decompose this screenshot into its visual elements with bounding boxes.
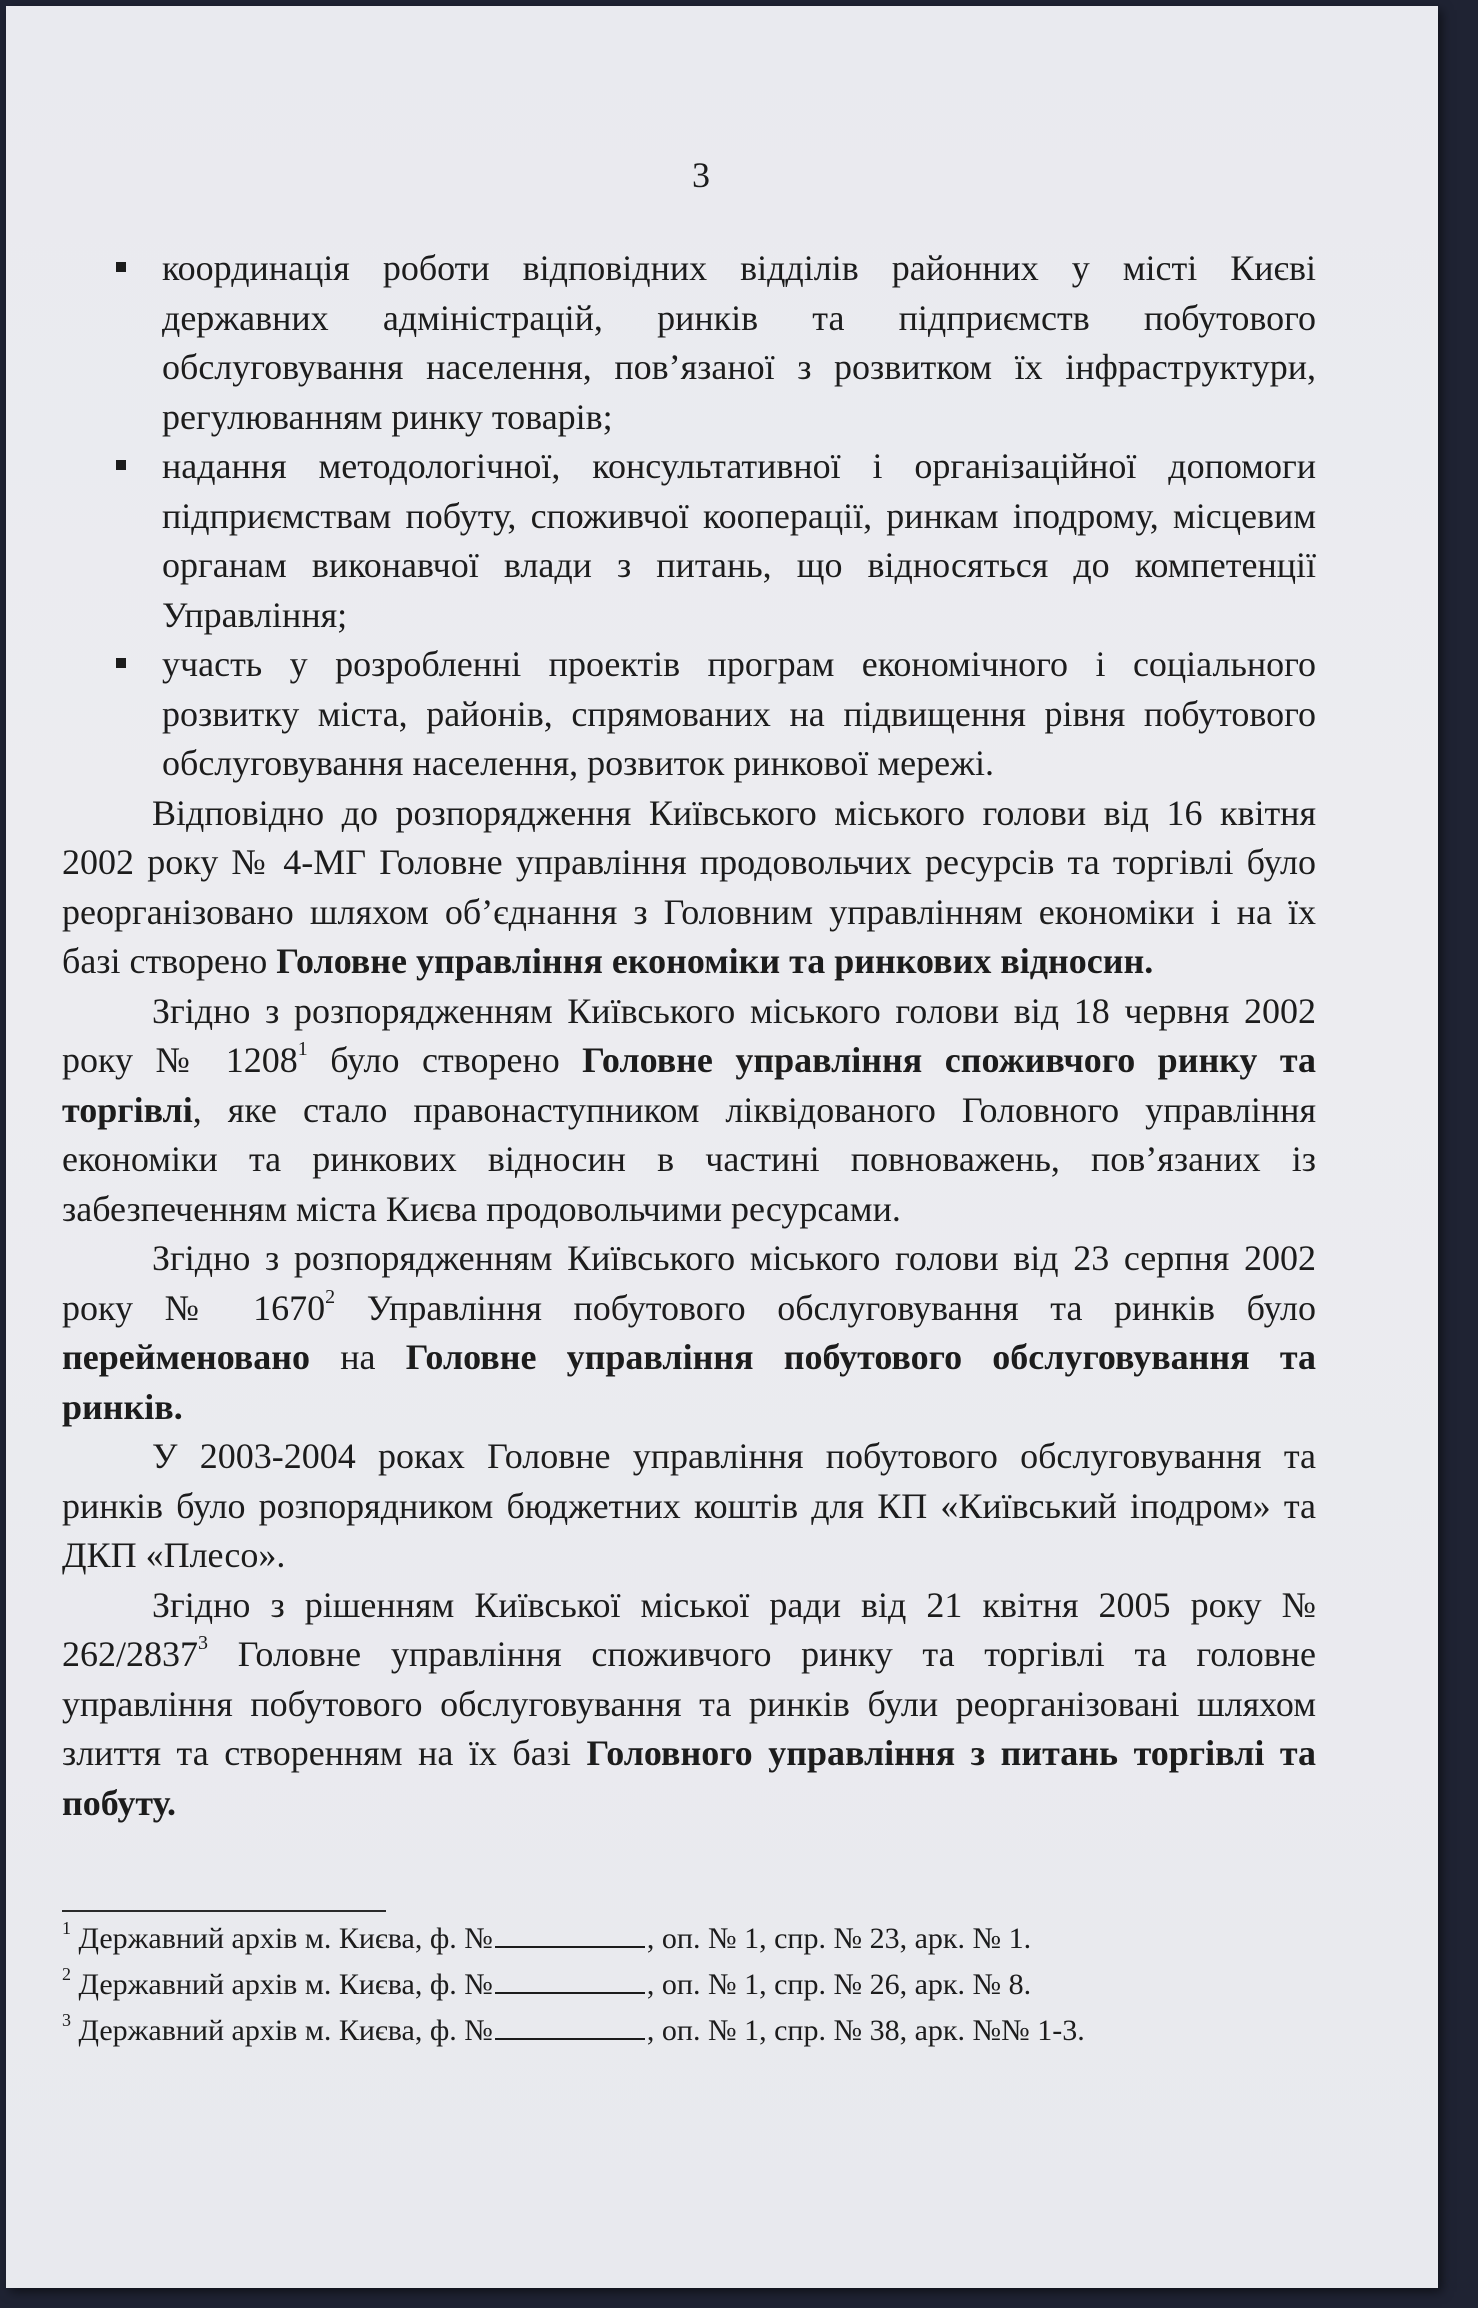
paragraph-text: Згідно з розпорядженням Київського міського голови від 23 серпня 2002 року № 1670	[62, 1238, 1316, 1328]
blank-line	[495, 1968, 645, 1994]
paragraph-text: було створено	[307, 1040, 583, 1080]
paragraph	[62, 1234, 1316, 1432]
paragraph-text: , яке стало правонаступником ліквідованого Головного управління економіки та ринкових відносин в частині повноважень, пов’язаних із забезпеченням міста Києва продовольчими ресурсами.	[62, 1089, 1316, 1229]
footnote-text: Державний архів м. Києва, ф. №	[71, 1922, 493, 1955]
bullet-list	[62, 244, 1316, 789]
paragraph-bold: Головне управління побутового обслуговування та ринків.	[62, 1337, 1316, 1427]
paragraph-bold: перейменовано	[62, 1337, 310, 1377]
footnote-separator	[62, 1910, 386, 1912]
footnote-ref[interactable]: 3	[198, 1632, 209, 1654]
footnote-text: , оп. № 1, спр. № 26, арк. № 8.	[646, 1968, 1032, 2001]
paragraph-text: на	[310, 1337, 406, 1377]
paragraph	[62, 789, 1316, 987]
footnote-ref[interactable]: 2	[325, 1285, 336, 1308]
bullet-item	[62, 640, 1316, 789]
paragraph-bold: Головне управління економіки та ринкових відносин.	[276, 941, 1154, 981]
bullet-text: надання методологічної, консультативної і організаційної допомоги підприємствам побуту, споживчої кооперації, ринкам іподрому, місцевим органам виконавчої влади з питань, що відносяться до компетенції Управління;	[162, 446, 1316, 635]
bullet-text: участь у розробленні проектів програм економічного і соціального розвитку міста, районів, спрямованих на підвищення рівня побутового обслуговування населення, розвиток ринкової мережі.	[162, 644, 1316, 783]
bullet-text: координація роботи відповідних відділів районних у місті Києві державних адміністрацій, ринків та підприємств побутового обслуговування населення, пов’язаної з розвитком їх інфраструктури, регулюванням ринку товарів;	[162, 248, 1316, 437]
paragraph-bold: Головне управління споживчого ринку та торгівлі	[62, 1040, 1317, 1130]
footnote-mark: 3	[62, 2010, 71, 2030]
paragraph-text: Відповідно до розпорядження Київського міського голови від 16 квітня 2002 року № 4-МГ Головне управління продовольчих ресурсів та торгівлі було реорганізовано шляхом об’єднання з Головним управлінням економіки і на їх базі створено	[62, 792, 1316, 981]
blank-line	[495, 2014, 645, 2040]
document-page	[6, 6, 1438, 2288]
footnote-mark: 2	[62, 1964, 71, 1984]
footnotes	[62, 1916, 1312, 2054]
paragraph	[62, 1432, 1316, 1581]
square-bullet-icon	[116, 658, 126, 668]
paragraph-text: Головне управління споживчого ринку та торгівлі та головне управління побутового обслуговування та ринків були реорганізовані шляхом злиття та створенням на їх базі	[62, 1634, 1316, 1773]
footnote	[62, 2008, 1312, 2054]
paragraph-bold: Головного управління з питань торгівлі та побуту.	[62, 1733, 1316, 1823]
paragraph	[62, 1581, 1316, 1829]
footnote-text: Державний архів м. Києва, ф. №	[71, 1968, 493, 2001]
footnote-ref[interactable]: 1	[297, 1038, 308, 1060]
paragraph-text: Управління побутового обслуговування та ринків було	[335, 1287, 1316, 1328]
paragraph-text: Згідно з розпорядженням Київського міського голови від 18 червня 2002 року № 1208	[62, 990, 1316, 1080]
footnote	[62, 1962, 1312, 2008]
document-body	[62, 244, 1316, 1828]
footnote-text: , оп. № 1, спр. № 23, арк. № 1.	[646, 1922, 1032, 1955]
footnote-text: , оп. № 1, спр. № 38, арк. №№ 1-3.	[646, 2014, 1085, 2047]
paragraph-text: Згідно з рішенням Київської міської ради від 21 квітня 2005 року № 262/2837	[62, 1584, 1316, 1674]
footnote-mark: 1	[62, 1918, 71, 1938]
bullet-item	[62, 442, 1316, 640]
paragraph-text: У 2003-2004 роках Головне управління побутового обслуговування та ринків було розпорядником бюджетних коштів для КП «Київський іподром» та ДКП «Плесо».	[62, 1436, 1316, 1575]
footnote-text: Державний архів м. Києва, ф. №	[71, 2014, 493, 2047]
paragraph	[62, 987, 1316, 1235]
square-bullet-icon	[116, 262, 126, 272]
footnote	[62, 1916, 1312, 1962]
square-bullet-icon	[116, 460, 126, 470]
blank-line	[495, 1922, 645, 1948]
bullet-item	[62, 244, 1316, 442]
page-number: 3	[692, 155, 710, 195]
